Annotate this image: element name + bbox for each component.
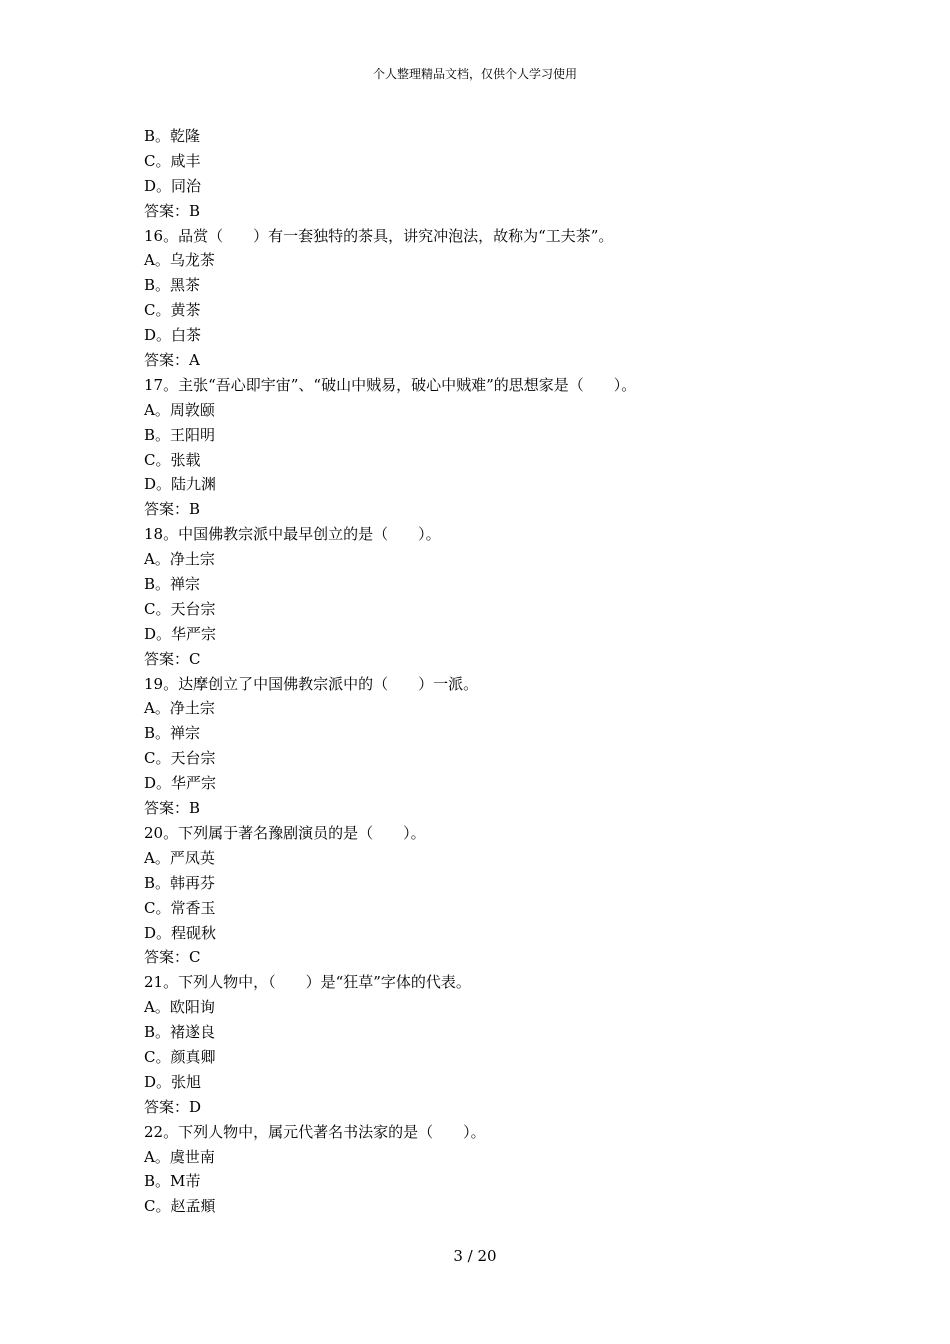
question-line: 20。下列属于著名豫剧演员的是（ ）。 [144,823,426,842]
option-line: C。颜真卿 [144,1047,216,1066]
option-line: D。华严宗 [144,624,217,643]
answer-line: 答案：B [144,201,201,220]
option-line: D。华严宗 [144,774,217,793]
question-line: 18。中国佛教宗派中最早创立的是（ ）。 [144,525,441,544]
document-body [144,124,824,1219]
option-line: D。白茶 [144,326,202,345]
option-line: B。韩再芬 [144,873,216,892]
option-line: D。同治 [144,176,202,195]
option-line: B。禅宗 [144,575,201,594]
option-line: C。咸丰 [144,151,201,170]
question-line: 19。达摩创立了中国佛教宗派中的（ ）一派。 [144,674,479,693]
option-line: A。周敦颐 [144,400,215,419]
option-line: C。赵孟頫 [144,1197,216,1216]
question-line: 22。下列人物中，属元代著名书法家的是（ ）。 [144,1122,486,1141]
option-line: D。陆九渊 [144,475,217,494]
option-line: C。天台宗 [144,749,216,768]
page-number: 3 / 20 [453,1247,497,1265]
answer-line: 答案：D [144,1097,202,1116]
answer-line: 答案：B [144,500,201,519]
answer-line: 答案：C [144,948,201,967]
option-line: C。张载 [144,450,201,469]
option-line: C。黄茶 [144,301,201,320]
option-line: C。天台宗 [144,599,216,618]
option-line: A。欧阳询 [144,998,215,1017]
page-header: 个人整理精品文档，仅供个人学习使用 [372,67,577,81]
question-line: 17。主张“吾心即宇宙”、“破山中贼易，破心中贼难”的思想家是（ ）。 [144,375,637,394]
option-line: A。净土宗 [144,699,215,718]
option-line: B。王阳明 [144,425,216,444]
option-line: D。张旭 [144,1072,202,1091]
option-line: B。M芾 [144,1172,201,1191]
option-line: D。程砚秋 [144,923,217,942]
answer-line: 答案：B [144,799,201,818]
option-line: A。乌龙茶 [144,251,215,270]
question-line: 16。品赏（ ）有一套独特的茶具，讲究冲泡法，故称为“工夫茶”。 [144,226,614,245]
option-line: B。褚遂良 [144,1023,216,1042]
option-line: B。禅宗 [144,724,201,743]
question-line: 21。下列人物中，（ ）是“狂草”字体的代表。 [144,973,471,992]
answer-line: 答案：C [144,649,201,668]
option-line: B。乾隆 [144,127,201,145]
option-line: C。常香玉 [144,898,216,917]
answer-line: 答案：A [144,351,200,370]
option-line: A。虞世南 [144,1147,215,1166]
option-line: B。黑茶 [144,276,201,295]
option-line: A。净土宗 [144,550,215,569]
option-line: A。严凤英 [144,848,215,867]
